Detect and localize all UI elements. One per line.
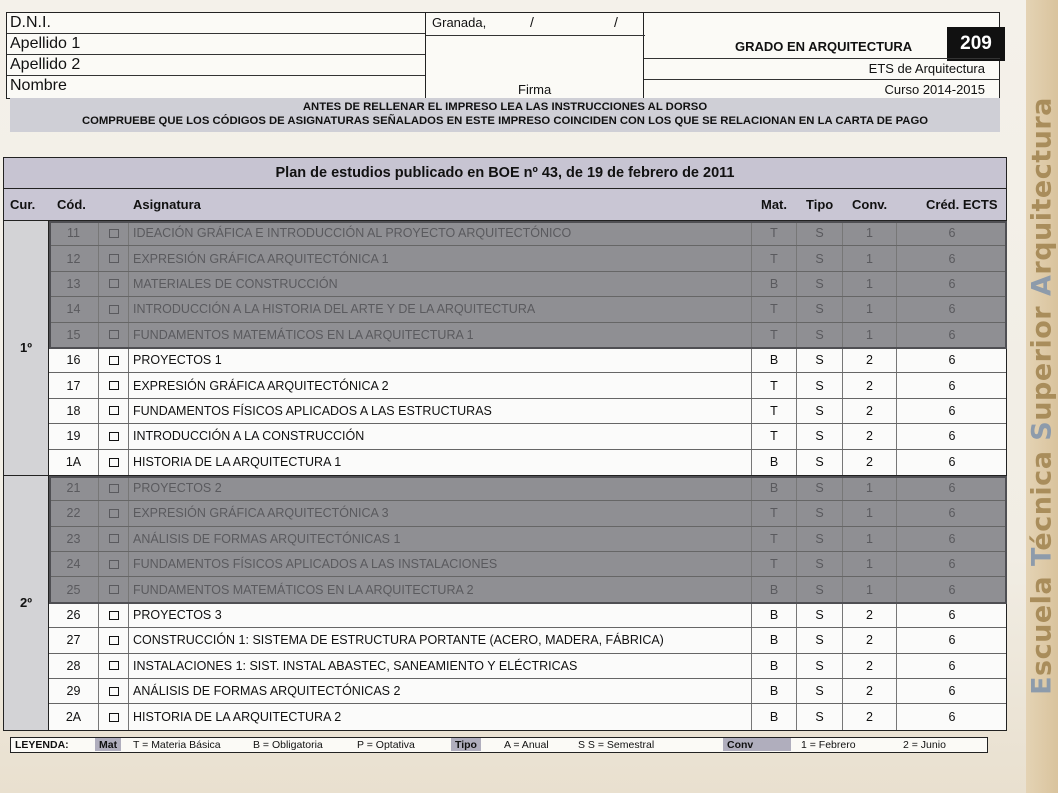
checkbox-icon[interactable]: [109, 458, 119, 467]
place-label: Granada,: [432, 15, 487, 30]
date-separator: /: [530, 14, 534, 30]
subject-tipo: S: [797, 501, 843, 525]
subject-tipo: S: [797, 628, 843, 652]
subject-row[interactable]: [49, 323, 1006, 348]
subject-code: 1A: [49, 450, 99, 475]
subject-checkbox[interactable]: [99, 603, 129, 627]
year-blocks: [4, 221, 1006, 730]
checkbox-icon[interactable]: [109, 254, 119, 263]
subject-tipo: S: [797, 577, 843, 601]
col-header-tipo: Tipo: [806, 197, 834, 212]
instructions-line-1: ANTES DE RELLENAR EL IMPRESO LEA LAS INSTRUCCIONES AL DORSO: [302, 101, 708, 113]
subject-mat: B: [752, 679, 797, 703]
subject-mat: T: [752, 297, 797, 321]
subject-name: ANÁLISIS DE FORMAS ARQUITECTÓNICAS 2: [129, 679, 752, 703]
school-name: ETS de Arquitectura: [868, 61, 985, 76]
subject-code: 16: [49, 348, 99, 372]
subject-credits: 6: [948, 684, 956, 699]
date-signature-box[interactable]: [425, 13, 644, 98]
subject-row[interactable]: [49, 399, 1006, 424]
subject-row[interactable]: [49, 272, 1006, 297]
legend-tipo-tag: Tipo: [451, 738, 481, 751]
legend-tipo-a: A = Anual: [504, 739, 549, 751]
subject-credits: 6: [948, 481, 956, 496]
legend-mat-t: T = Materia Básica: [133, 739, 221, 751]
signature-label: Firma: [518, 82, 552, 97]
checkbox-icon[interactable]: [109, 509, 119, 518]
subject-checkbox[interactable]: [99, 399, 129, 423]
subject-row[interactable]: [49, 704, 1006, 729]
nombre-label: Nombre: [10, 77, 67, 94]
subject-row[interactable]: [49, 373, 1006, 398]
subject-checkbox[interactable]: [99, 348, 129, 372]
subject-checkbox[interactable]: [99, 628, 129, 652]
subject-row[interactable]: [49, 527, 1006, 552]
subject-code: 19: [49, 424, 99, 448]
col-header-mat: Mat.: [761, 197, 787, 212]
checkbox-icon[interactable]: [109, 279, 119, 288]
subject-row[interactable]: [49, 577, 1006, 602]
subject-checkbox[interactable]: [99, 501, 129, 525]
subject-mat: B: [752, 704, 797, 729]
subject-tipo: S: [797, 654, 843, 678]
checkbox-icon[interactable]: [109, 585, 119, 594]
instructions-line-2: COMPRUEBE QUE LOS CÓDIGOS DE ASIGNATURAS SEÑALADOS EN ESTE IMPRESO COINCIDEN CON LOS QUE SE RELACIONAN EN LA CARTA DE PAGO: [81, 115, 929, 127]
personal-data-header: [6, 12, 1000, 99]
subject-credits: 6: [948, 226, 956, 241]
subject-credits: 6: [948, 506, 956, 521]
checkbox-icon[interactable]: [109, 713, 119, 722]
subject-conv: 2: [843, 450, 897, 475]
legend-title: LEYENDA:: [15, 739, 69, 751]
subject-mat: B: [752, 272, 797, 296]
checkbox-icon[interactable]: [109, 636, 119, 645]
date-separator: /: [614, 14, 618, 30]
degree-code-badge: 209: [947, 27, 1005, 61]
legend-tipo-s: S S = Semestral: [578, 739, 655, 751]
subject-mat: B: [752, 348, 797, 372]
subject-conv: 2: [843, 348, 897, 372]
subject-conv: 2: [843, 679, 897, 703]
subject-tipo: S: [797, 603, 843, 627]
subject-conv: 1: [843, 297, 897, 321]
subject-name: HISTORIA DE LA ARQUITECTURA 1: [129, 450, 752, 475]
banner-initial: T: [1026, 550, 1058, 566]
subject-mat: B: [752, 476, 797, 500]
banner-word: uperior: [1026, 296, 1058, 421]
year-block: [4, 221, 1006, 476]
subject-code: 2A: [49, 704, 99, 729]
year-block: [4, 476, 1006, 730]
subject-mat: T: [752, 552, 797, 576]
subject-checkbox[interactable]: [99, 246, 129, 270]
checkbox-icon[interactable]: [109, 432, 119, 441]
subject-row[interactable]: [49, 476, 1006, 501]
course-year-label: 1º: [4, 221, 49, 475]
subject-conv: 1: [843, 323, 897, 347]
divider: [426, 35, 645, 36]
subject-conv: 2: [843, 373, 897, 397]
apellido2-field[interactable]: [7, 55, 425, 76]
subject-tipo: S: [797, 450, 843, 475]
subject-code: 11: [49, 221, 99, 245]
checkbox-icon[interactable]: [109, 534, 119, 543]
subject-name: MATERIALES DE CONSTRUCCIÓN: [129, 272, 752, 296]
subject-name: ANÁLISIS DE FORMAS ARQUITECTÓNICAS 1: [129, 527, 752, 551]
divider: [644, 79, 1000, 80]
subject-tipo: S: [797, 552, 843, 576]
subject-credits: 6: [948, 710, 956, 725]
banner-word: scuela: [1026, 565, 1058, 676]
subject-tipo: S: [797, 297, 843, 321]
legend: [10, 737, 988, 753]
checkbox-icon[interactable]: [109, 356, 119, 365]
subject-code: 13: [49, 272, 99, 296]
subject-conv: 1: [843, 246, 897, 270]
checkbox-icon[interactable]: [109, 560, 119, 569]
subject-name: FUNDAMENTOS MATEMÁTICOS EN LA ARQUITECTURA 1: [129, 323, 752, 347]
subject-checkbox[interactable]: [99, 552, 129, 576]
dni-field[interactable]: [7, 13, 425, 34]
subject-credits: 6: [948, 531, 956, 546]
col-header-cred: Créd. ECTS: [926, 197, 998, 212]
checkbox-icon[interactable]: [109, 687, 119, 696]
subject-code: 26: [49, 603, 99, 627]
subject-mat: T: [752, 501, 797, 525]
subjects-table: [3, 157, 1007, 731]
apellido1-label: Apellido 1: [10, 35, 81, 52]
dni-label: D.N.I.: [10, 14, 51, 31]
table-header-row: [4, 189, 1006, 221]
subject-credits: 6: [948, 557, 956, 572]
subject-mat: T: [752, 373, 797, 397]
checkbox-icon[interactable]: [109, 305, 119, 314]
subject-tipo: S: [797, 399, 843, 423]
subject-row[interactable]: [49, 628, 1006, 653]
subject-name: EXPRESIÓN GRÁFICA ARQUITECTÓNICA 3: [129, 501, 752, 525]
checkbox-icon[interactable]: [109, 661, 119, 670]
checkbox-icon[interactable]: [109, 484, 119, 493]
subject-tipo: S: [797, 424, 843, 448]
subject-tipo: S: [797, 373, 843, 397]
subject-conv: 1: [843, 501, 897, 525]
checkbox-icon[interactable]: [109, 406, 119, 415]
subject-tipo: S: [797, 704, 843, 729]
subject-tipo: S: [797, 348, 843, 372]
subject-mat: B: [752, 654, 797, 678]
subject-credits: 6: [948, 378, 956, 393]
checkbox-icon[interactable]: [109, 330, 119, 339]
subject-row[interactable]: [49, 424, 1006, 449]
subject-conv: 1: [843, 552, 897, 576]
subject-row[interactable]: [49, 348, 1006, 373]
instructions-banner: [10, 98, 1000, 132]
legend-mat-p: P = Optativa: [357, 739, 415, 751]
subject-checkbox[interactable]: [99, 654, 129, 678]
subject-conv: 1: [843, 221, 897, 245]
subject-checkbox[interactable]: [99, 450, 129, 475]
subject-name: FUNDAMENTOS MATEMÁTICOS EN LA ARQUITECTURA 2: [129, 577, 752, 601]
subject-conv: 1: [843, 577, 897, 601]
subject-name: CONSTRUCCIÓN 1: SISTEMA DE ESTRUCTURA PORTANTE (ACERO, MADERA, FÁBRICA): [129, 628, 752, 652]
subject-code: 21: [49, 476, 99, 500]
subject-code: 18: [49, 399, 99, 423]
subject-credits: 6: [948, 658, 956, 673]
col-header-asignatura: Asignatura: [133, 197, 201, 212]
subject-tipo: S: [797, 272, 843, 296]
subject-mat: B: [752, 628, 797, 652]
subject-name: PROYECTOS 3: [129, 603, 752, 627]
subject-mat: T: [752, 323, 797, 347]
subject-credits: 6: [948, 608, 956, 623]
legend-conv-2: 2 = Junio: [903, 739, 946, 751]
subject-credits: 6: [948, 302, 956, 317]
subject-row[interactable]: [49, 679, 1006, 704]
subject-conv: 1: [843, 527, 897, 551]
subject-checkbox[interactable]: [99, 704, 129, 729]
subject-tipo: S: [797, 476, 843, 500]
subject-checkbox[interactable]: [99, 221, 129, 245]
subject-credits: 6: [948, 403, 956, 418]
divider: [644, 58, 1000, 59]
course-year-label: 2º: [4, 476, 49, 730]
legend-mat-b: B = Obligatoria: [253, 739, 323, 751]
subject-code: 24: [49, 552, 99, 576]
subject-name: HISTORIA DE LA ARQUITECTURA 2: [129, 704, 752, 729]
subject-tipo: S: [797, 221, 843, 245]
subject-conv: 2: [843, 603, 897, 627]
subject-conv: 1: [843, 272, 897, 296]
subject-code: 28: [49, 654, 99, 678]
banner-word: rquitectura: [1026, 97, 1058, 275]
checkbox-icon[interactable]: [109, 611, 119, 620]
subject-checkbox[interactable]: [99, 373, 129, 397]
academic-year: Curso 2014-2015: [884, 82, 985, 97]
subject-mat: B: [752, 603, 797, 627]
subject-mat: B: [752, 450, 797, 475]
subject-name: INSTALACIONES 1: SIST. INSTAL ABASTEC, SANEAMIENTO Y ELÉCTRICAS: [129, 654, 752, 678]
subject-credits: 6: [948, 429, 956, 444]
subject-tipo: S: [797, 323, 843, 347]
subject-name: EXPRESIÓN GRÁFICA ARQUITECTÓNICA 1: [129, 246, 752, 270]
subject-checkbox[interactable]: [99, 424, 129, 448]
plan-title: Plan de estudios publicado en BOE nº 43, de 19 de febrero de 2011: [4, 158, 1006, 189]
subject-row[interactable]: [49, 654, 1006, 679]
subject-checkbox[interactable]: [99, 272, 129, 296]
subject-credits: 6: [948, 455, 956, 470]
subject-checkbox[interactable]: [99, 527, 129, 551]
subject-code: 22: [49, 501, 99, 525]
nombre-field[interactable]: [7, 76, 425, 97]
subject-conv: 2: [843, 628, 897, 652]
subject-checkbox[interactable]: [99, 297, 129, 321]
col-header-cur: Cur.: [10, 197, 36, 212]
apellido1-field[interactable]: [7, 34, 425, 55]
subject-checkbox[interactable]: [99, 476, 129, 500]
subject-conv: 2: [843, 399, 897, 423]
legend-conv-1: 1 = Febrero: [801, 739, 856, 751]
col-header-cod: Cód.: [57, 197, 86, 212]
subject-tipo: S: [797, 246, 843, 270]
subject-credits: 6: [948, 327, 956, 342]
checkbox-icon[interactable]: [109, 229, 119, 238]
subject-code: 27: [49, 628, 99, 652]
subject-code: 29: [49, 679, 99, 703]
subject-checkbox[interactable]: [99, 577, 129, 601]
subject-mat: T: [752, 246, 797, 270]
subject-name: INTRODUCCIÓN A LA CONSTRUCCIÓN: [129, 424, 752, 448]
school-name-vertical: [1027, 97, 1058, 695]
legend-conv-tag: Conv: [723, 738, 791, 751]
banner-word: écnica: [1026, 440, 1058, 551]
banner-initial: A: [1026, 274, 1058, 297]
subject-mat: T: [752, 424, 797, 448]
subject-name: EXPRESIÓN GRÁFICA ARQUITECTÓNICA 2: [129, 373, 752, 397]
subject-code: 17: [49, 373, 99, 397]
subject-name: INTRODUCCIÓN A LA HISTORIA DEL ARTE Y DE LA ARQUITECTURA: [129, 297, 752, 321]
subject-tipo: S: [797, 679, 843, 703]
subject-conv: 1: [843, 476, 897, 500]
banner-initial: E: [1026, 675, 1058, 695]
banner-initial: S: [1026, 420, 1058, 441]
subject-name: FUNDAMENTOS FÍSICOS APLICADOS A LAS INSTALACIONES: [129, 552, 752, 576]
subject-row[interactable]: [49, 221, 1006, 246]
subject-checkbox[interactable]: [99, 323, 129, 347]
subject-checkbox[interactable]: [99, 679, 129, 703]
legend-mat-tag: Mat: [95, 738, 121, 751]
subject-credits: 6: [948, 251, 956, 266]
subject-row[interactable]: [49, 552, 1006, 577]
apellido2-label: Apellido 2: [10, 56, 81, 73]
subject-name: PROYECTOS 2: [129, 476, 752, 500]
subject-row[interactable]: [49, 603, 1006, 628]
subject-row[interactable]: [49, 246, 1006, 271]
subject-code: 23: [49, 527, 99, 551]
checkbox-icon[interactable]: [109, 381, 119, 390]
subject-code: 25: [49, 577, 99, 601]
degree-title: GRADO EN ARQUITECTURA: [735, 39, 913, 54]
subject-mat: T: [752, 399, 797, 423]
subject-mat: T: [752, 527, 797, 551]
subject-code: 14: [49, 297, 99, 321]
subject-credits: 6: [948, 353, 956, 368]
subject-name: FUNDAMENTOS FÍSICOS APLICADOS A LAS ESTRUCTURAS: [129, 399, 752, 423]
subject-code: 12: [49, 246, 99, 270]
subject-credits: 6: [948, 582, 956, 597]
subject-credits: 6: [948, 276, 956, 291]
subject-conv: 2: [843, 424, 897, 448]
subject-mat: B: [752, 577, 797, 601]
subject-credits: 6: [948, 633, 956, 648]
subject-conv: 2: [843, 704, 897, 729]
subject-row[interactable]: [49, 297, 1006, 322]
col-header-conv: Conv.: [852, 197, 888, 212]
subject-tipo: S: [797, 527, 843, 551]
subject-mat: T: [752, 221, 797, 245]
subject-code: 15: [49, 323, 99, 347]
subject-row[interactable]: [49, 501, 1006, 526]
subject-name: IDEACIÓN GRÁFICA E INTRODUCCIÓN AL PROYECTO ARQUITECTÓNICO: [129, 221, 752, 245]
subject-name: PROYECTOS 1: [129, 348, 752, 372]
subject-row[interactable]: [49, 450, 1006, 475]
subject-conv: 2: [843, 654, 897, 678]
